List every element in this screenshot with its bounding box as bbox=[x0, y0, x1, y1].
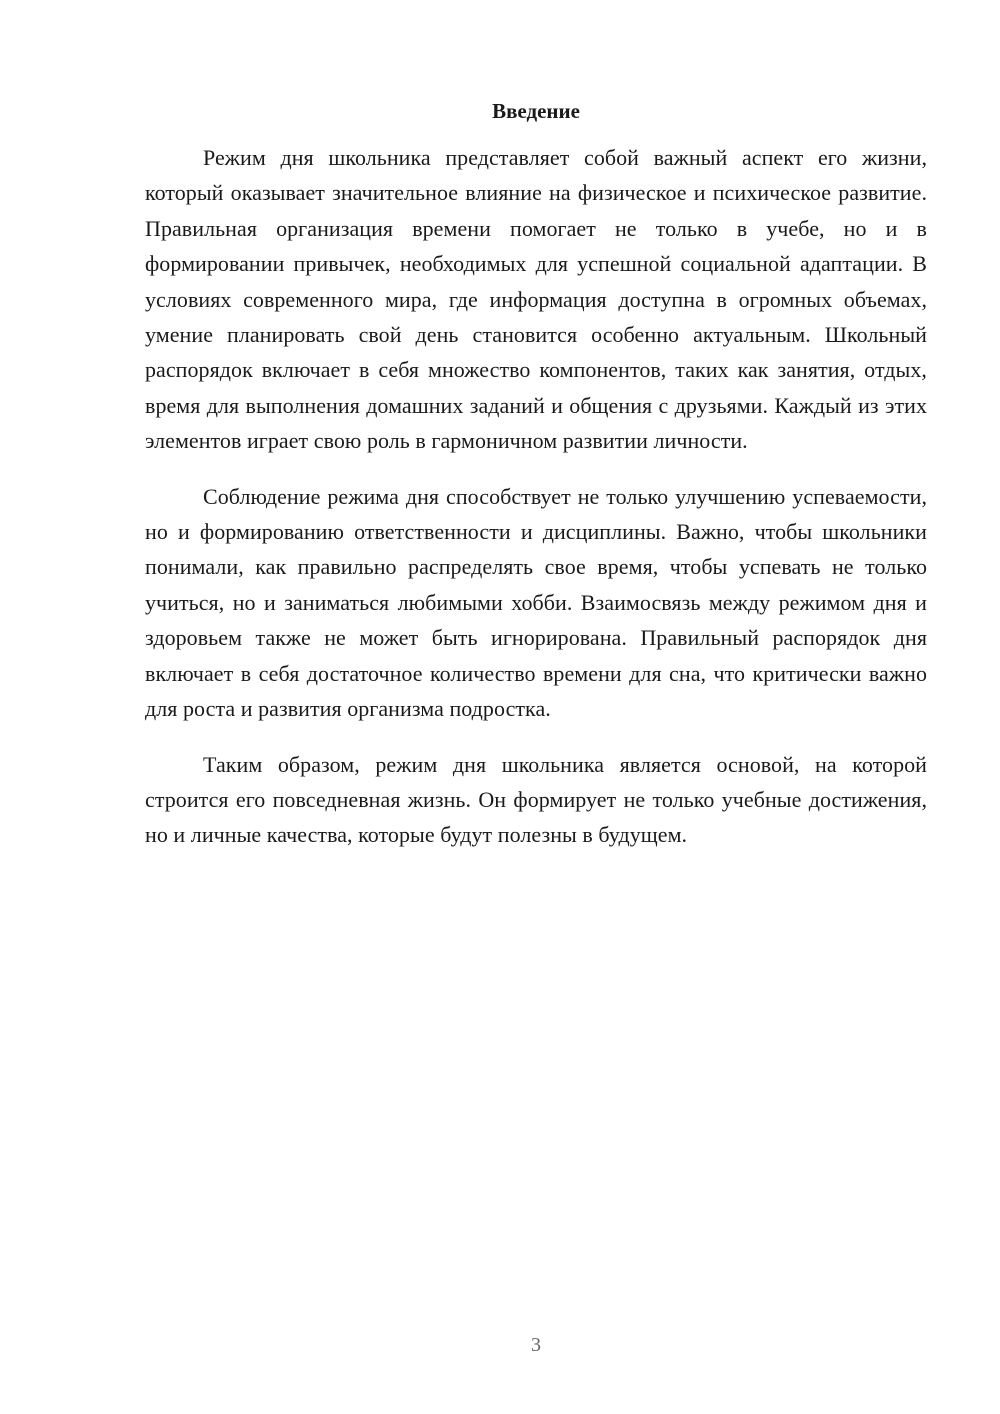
page-number: 3 bbox=[531, 1334, 541, 1356]
paragraph-1: Режим дня школьника представляет собой важный аспект его жизни, который оказывает значительное влияние на физическое и психическое развитие. Правильная организация времени помогает не только в учебе, но и в формировании привычек, необходимых для успешной социальной адаптации. В условиях современного мира, где информация доступна в огромных объемах, умение планировать свой день становится особенно актуальным. Школьный распорядок включает в себя множество компонентов, таких как занятия, отдых, время для выполнения домашних заданий и общения с друзьями. Каждый из этих элементов играет свою роль в гармоничном развитии личности. bbox=[145, 145, 927, 454]
section-title: Введение bbox=[492, 99, 580, 123]
page-content bbox=[145, 98, 927, 873]
paragraph-2: Соблюдение режима дня способствует не только улучшению успеваемости, но и формированию ответственности и дисциплины. Важно, чтобы школьники понимали, как правильно распределять свое время, чтобы успевать не только учиться, но и заниматься любимыми хобби. Взаимосвязь между режимом дня и здоровьем также не может быть игнорирована. Правильный распорядок дня включает в себя достаточное количество времени для сна, что критически важно для роста и развития организма подростка. bbox=[145, 483, 927, 722]
paragraph-3: Таким образом, режим дня школьника является основой, на которой строится его повседневная жизнь. Он формирует не только учебные достижения, но и личные качества, которые будут полезны в будущем. bbox=[145, 751, 927, 848]
